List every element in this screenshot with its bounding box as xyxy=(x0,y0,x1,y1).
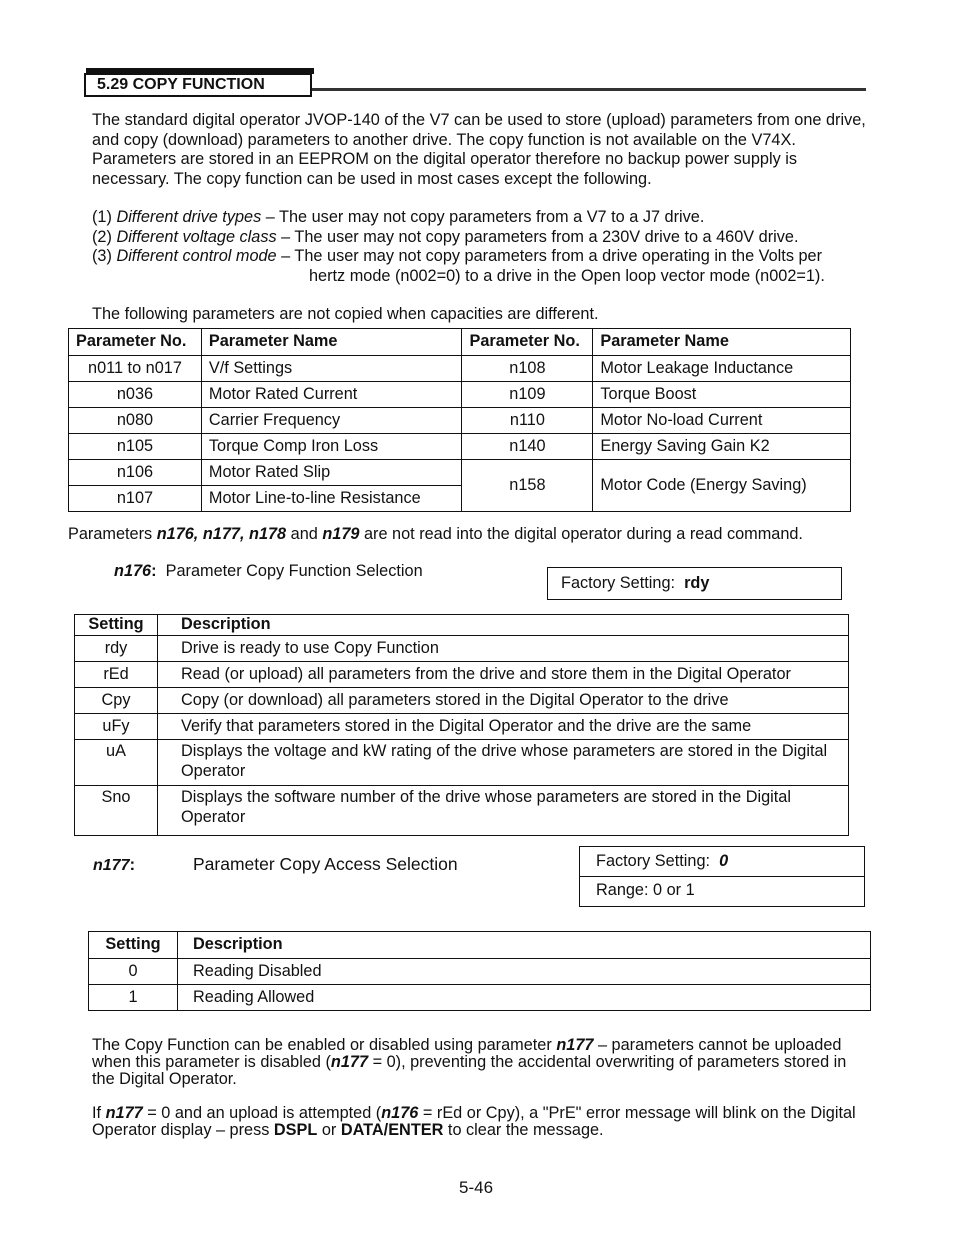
table-row xyxy=(75,688,849,714)
table-row xyxy=(75,662,849,688)
description: Copy (or download) all parameters stored in the Digital Operator to the drive xyxy=(158,688,849,714)
param-code: n177 xyxy=(330,1053,369,1071)
setting: rdy xyxy=(75,636,158,662)
param-name: Motor Line-to-line Resistance xyxy=(201,486,462,512)
param-code: n176 xyxy=(114,562,152,580)
table-header: Setting xyxy=(89,932,178,959)
key-name: DSPL xyxy=(273,1121,318,1139)
exception-continuation: hertz mode (n002=0) to a drive in the Open loop vector mode (n002=1). xyxy=(309,266,825,285)
exception-term: Different voltage class xyxy=(116,227,277,246)
param-name: Torque Comp Iron Loss xyxy=(201,434,462,460)
text: The Copy Function can be enabled or disabled using parameter xyxy=(92,1036,557,1054)
n177-factory-setting xyxy=(579,846,865,907)
capacity-table xyxy=(68,328,851,512)
factory-value: rdy xyxy=(684,574,710,592)
text: If xyxy=(92,1104,106,1122)
param-name: Motor Rated Slip xyxy=(201,460,462,486)
table-row xyxy=(69,408,851,434)
text: or xyxy=(317,1121,341,1139)
paragraph-error xyxy=(92,1105,872,1139)
param-no: n110 xyxy=(462,408,593,434)
table-row xyxy=(89,959,871,985)
param-code: n177 xyxy=(93,857,130,874)
n177-heading xyxy=(93,855,135,876)
setting: uFy xyxy=(75,714,158,740)
table-header: Setting xyxy=(75,615,158,636)
exception-item xyxy=(92,228,882,248)
description: Reading Allowed xyxy=(178,985,871,1011)
text: are not read into the digital operator during a read command. xyxy=(359,525,803,543)
n176-table xyxy=(74,614,849,836)
table-header: Description xyxy=(178,932,871,959)
param-no: n109 xyxy=(462,382,593,408)
setting: Sno xyxy=(75,786,158,836)
param-name: Motor Leakage Inductance xyxy=(593,356,851,382)
text: – parameters cannot be uploaded when this parameter is disabled ( xyxy=(92,1036,842,1071)
key-name: DATA/ENTER xyxy=(340,1121,444,1139)
section-rule xyxy=(312,88,866,91)
table-header: Parameter No. xyxy=(69,329,202,356)
page-number: 5-46 xyxy=(459,1178,494,1197)
setting: 0 xyxy=(89,959,178,985)
param-title: Parameter Copy Function Selection xyxy=(165,562,423,580)
text: to clear the message. xyxy=(443,1121,604,1139)
table-header: Parameter No. xyxy=(462,329,593,356)
text: = 0 and an upload is attempted ( xyxy=(142,1104,382,1122)
n176-heading xyxy=(114,562,423,582)
param-name: Torque Boost xyxy=(593,382,851,408)
n176-factory-setting xyxy=(547,567,842,600)
param-name: V/f Settings xyxy=(201,356,462,382)
description: Displays the voltage and kW rating of the drive whose parameters are stored in the Digital Operator xyxy=(158,740,849,786)
table-row xyxy=(69,382,851,408)
colon: : xyxy=(129,855,136,874)
param-code: n177 xyxy=(105,1104,143,1122)
param-no: n107 xyxy=(69,486,202,512)
param-code: n179 xyxy=(322,525,360,543)
table-row xyxy=(69,434,851,460)
exception-text: – The user may not copy parameters from a drive operating in the Volts per xyxy=(276,247,823,265)
range-row: Range: 0 or 1 xyxy=(596,881,695,899)
table-header: Description xyxy=(158,615,849,636)
param-no: n105 xyxy=(69,434,202,460)
table-row xyxy=(89,985,871,1011)
table-row xyxy=(75,740,849,786)
param-no: n158 xyxy=(462,460,593,512)
table-row xyxy=(75,714,849,740)
param-no: n036 xyxy=(69,382,202,408)
exception-term: Different drive types xyxy=(116,208,262,226)
text: Parameters xyxy=(68,525,157,543)
description: Read (or upload) all parameters from the drive and store them in the Digital Operator xyxy=(158,662,849,688)
exception-number: (2) xyxy=(92,227,112,246)
param-name: Carrier Frequency xyxy=(201,408,462,434)
factory-label: Factory Setting: xyxy=(561,574,676,592)
param-name: Motor No-load Current xyxy=(593,408,851,434)
exception-number: (3) xyxy=(92,247,112,265)
param-code: n176, n177, n178 xyxy=(156,525,287,543)
table-row xyxy=(75,636,849,662)
read-note xyxy=(68,525,803,545)
setting: Cpy xyxy=(75,688,158,714)
setting: uA xyxy=(75,740,158,786)
factory-label: Factory Setting: xyxy=(596,852,711,870)
table-row xyxy=(69,460,851,486)
n177-table xyxy=(88,931,871,1011)
table-header: Parameter Name xyxy=(593,329,851,356)
text: = rEd or Cpy), a "PrE" error message will blink on the Digital Operator display – press xyxy=(92,1104,856,1139)
capacity-note: The following parameters are not copied when capacities are different. xyxy=(92,305,599,323)
n177-title: Parameter Copy Access Selection xyxy=(193,854,458,874)
exception-list xyxy=(92,208,882,286)
section-title: 5.29 COPY FUNCTION xyxy=(84,73,312,97)
description: Verify that parameters stored in the Digital Operator and the drive are the same xyxy=(158,714,849,740)
table-row xyxy=(75,786,849,836)
table-header: Parameter Name xyxy=(201,329,462,356)
description: Reading Disabled xyxy=(178,959,871,985)
exception-number: (1) xyxy=(92,208,112,226)
exception-text: – The user may not copy parameters from a V7 to a J7 drive. xyxy=(261,208,705,226)
param-code: n176 xyxy=(381,1104,419,1122)
param-name: Motor Rated Current xyxy=(201,382,462,408)
exception-item xyxy=(92,247,882,267)
param-no: n080 xyxy=(69,408,202,434)
setting: 1 xyxy=(89,985,178,1011)
param-code: n177 xyxy=(556,1036,594,1054)
factory-value: 0 xyxy=(719,852,729,870)
param-name: Energy Saving Gain K2 xyxy=(593,434,851,460)
exception-item xyxy=(92,208,882,228)
exception-text: – The user may not copy parameters from a 230V drive to a 460V drive. xyxy=(276,227,799,246)
factory-row xyxy=(580,847,864,877)
param-no: n106 xyxy=(69,460,202,486)
exception-term: Different control mode xyxy=(116,247,277,265)
param-no: n108 xyxy=(462,356,593,382)
text: = 0), preventing the accidental overwriting of parameters stored in the Digital Operator. xyxy=(92,1053,847,1088)
param-no: n011 to n017 xyxy=(69,356,202,382)
intro-paragraph: The standard digital operator JVOP-140 of the V7 can be used to store (upload) parameters from one drive, and copy (download) parameters to another drive. The copy function is not available on the V74X. Parameters are stored in an EEPROM on the digital operator therefore no backup power supply is necessary. The copy function can be used in most cases except the following. xyxy=(92,111,866,188)
setting: rEd xyxy=(75,662,158,688)
paragraph-enable xyxy=(92,1037,852,1088)
text: and xyxy=(286,525,323,543)
description: Drive is ready to use Copy Function xyxy=(158,636,849,662)
param-name: Motor Code (Energy Saving) xyxy=(593,460,851,512)
colon: : xyxy=(151,562,157,580)
table-row xyxy=(69,356,851,382)
param-no: n140 xyxy=(462,434,593,460)
description: Displays the software number of the drive whose parameters are stored in the Digital Operator xyxy=(158,786,849,836)
